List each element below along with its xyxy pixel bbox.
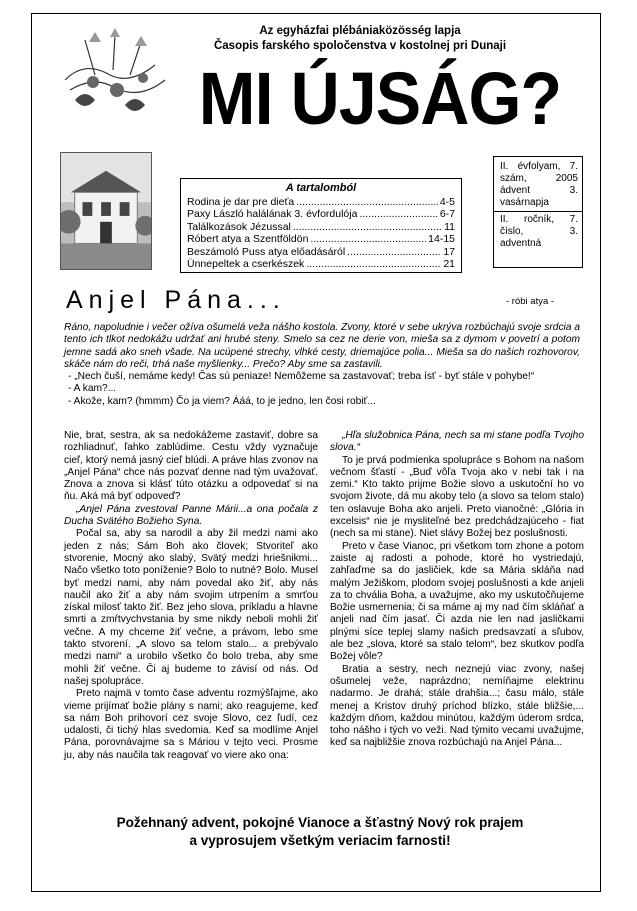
toc-entry[interactable]: [187, 196, 455, 209]
toc-entry-pages: 6-7: [439, 208, 455, 220]
publication-subtitle: [150, 24, 570, 54]
toc-entry-title: Rodina je dar pre dieťa: [187, 195, 295, 208]
subtitle-hungarian: Az egyházfai plébániaközösség lapja: [259, 25, 461, 37]
article-byline: - róbi atya -: [506, 296, 555, 307]
issue-info-divider: [494, 211, 582, 212]
toc-entry-title: Találkozások Jézussal: [187, 220, 291, 233]
toc-entry[interactable]: [187, 258, 455, 271]
closing-greeting-line: a vyprosujem všetkým veriacim farnosti!: [189, 833, 451, 848]
article-paragraph: „Hľa služobnica Pána, nech sa mi stane podľa Tvojho slova.“: [330, 430, 584, 454]
toc-leader-dots: [310, 233, 426, 246]
article-intro: Ráno, napoludnie i večer ožíva ošumelá veža nášho kostola. Zvony, ktoré v sebe ukrýva rozbúchajú svoje srdcia a tento ich tlkot nedokážu udržať ani hrubé steny. Smelo sa cez ne derie von, mieša sa z dymom v povetrí a potom jemne sadá ako sneh všade. Na ucúpené strechy, vlhké cesty, driemajúce polia... Mieša sa do našich rozhovorov, skáče nám do reči, trhá naše myšlienky... Prečo? Aby sme sa zastavili.: [64, 322, 580, 370]
toc-entry[interactable]: [187, 246, 455, 259]
article-title: Anjel Pána...: [66, 286, 286, 314]
toc-entry[interactable]: [187, 233, 455, 246]
closing-greeting: [64, 814, 576, 850]
dialog-line: - „Nech čuší, nemáme kedy! Čas sú peniaze! Nemôžeme sa zastavovať; treba ísť - byť stále v pohybe!“: [68, 371, 535, 383]
toc-leader-dots: [347, 246, 441, 259]
closing-greeting-line: Požehnaný advent, pokojné Vianoce a šťastný Nový rok prajem: [116, 815, 524, 830]
issue-info-slovak: II. ročník, 7. číslo, 3. adventná: [500, 214, 578, 249]
toc-leader-dots: [293, 221, 442, 234]
article-paragraph: „Anjel Pána zvestoval Panne Márii...a ona počala z Ducha Svätého Božieho Syna.: [64, 503, 318, 528]
subtitle-slovak: Časopis farského spoločenstva v kostolnej pri Dunaji: [213, 40, 507, 52]
toc-entry[interactable]: [187, 221, 455, 234]
toc-entry-title: Ünnepeltek a cserkészek: [187, 258, 305, 270]
article-paragraph: Preto v čase Vianoc, pri všetkom tom zhone a potom zaiste aj radosti a pohode, ktoré ho vystriedajú, zahľaďme sa do jasličiek, kde sa Mária skláňa nad malým Ježiškom, plodom svojej poslušnosti a kde anjeli za to chvália Boha, a uvažujme, ako my uskutočňujeme Božie usmernenia; či sa máme aj my nad čím skláňať a anjeli nad čím jasať. Či azda nie len nad jasličkami plnými síce teplej slamy našich predsavzatí a sľubov, ale bez „slova, ktoré sa stalo telom“, bez skutkov podľa Božej vôle?: [330, 540, 584, 663]
toc-entry-pages: 4-5: [439, 195, 455, 208]
toc-entry-pages: 21: [443, 258, 455, 270]
issue-info-box: [493, 156, 583, 268]
article-paragraph: Bratia a sestry, nech neznejú viac zvony, našej ošumelej veže, naprázdno; nemíňajme elektrinu nadarmo. Je drahá; stále drahšia...; času málo, stále menej a Kristov druhý príchod blízko, stále bližšie,... každým dňom, každou minútou, každým úderom srdca, toho nášho i tých vo veži. Nad týmito vecami uvažujme, keď sa najbližšie znova rozbúchajú na Anjel Pána...: [330, 663, 584, 749]
dialog-line: - A kam?...: [68, 383, 117, 395]
article-column-left: [64, 430, 318, 762]
toc-entry-pages: 14-15: [428, 233, 455, 245]
article-lead: [64, 322, 580, 408]
toc-leader-dots: [296, 196, 438, 209]
toc-entry-pages: 11: [444, 220, 455, 233]
article-paragraph: Preto najmä v tomto čase adventu rozmýšľajme, ako vieme prijímať božie plány s nami; ako reagujeme, keď sa nám Boh prihovorí cez svoje Slovo, cez ľudí, cez udalosti, či tichý hlas svedomia. Keď sa modlíme Anjel Pána, porovnávajme sa s Máriou v tejto veci. Prosme ju, aby nás naučila tak reagovať vo viere ako ona:: [64, 688, 318, 761]
toc-entry-title: Róbert atya a Szentföldön: [187, 233, 309, 245]
article-paragraph: To je prvá podmienka spolupráce s Bohom na našom večnom šťastí - „Buď vôľa Tvoja ako v nebi tak i na zemi.“ Kto takto prijme Božie slovo a uskutoční ho vo svojom živote, dá mu akoby telo (a slovo sa telom stalo) ten oslavuje Boha ako anjeli. Preto vianočné: „Glória in excelsis“ nie je mysliteľné bez predchádzajúceho - fiat (nech sa mi stane). Niet slávy Božej bez poslušnosti.: [330, 454, 584, 540]
issue-info-hungarian: II. évfolyam, 7. szám, 2005 ádvent 3. vasárnapja: [500, 161, 578, 208]
dialog-line: - Akože, kam? (hmmm) Čo ja viem? Ááá, to je jedno, len čosi robiť...: [68, 395, 376, 407]
toc-heading: A tartalomból: [285, 182, 357, 194]
masthead-title: MI ÚJSÁG?: [198, 57, 562, 140]
article-paragraph: Počal sa, aby sa narodil a aby žil medzi nami ako jeden z nás; Sám Boh ako človek; Stvoriteľ ako stvorenie, Mocný ako slabý, Svätý medzi hriešnikmi... Načo všetko toto poníženie? Bolo to nutné? Bolo. Musel byť medzi nami, aby nám povedal ako žiť, aby nás naučil ako žiť a aby nám svojim utrpením a smrťou získal milosť takto žiť. Bez jeho slova, príkladu a hlavne smrti a zmŕtvychvstania by sme nikdy neboli mohli žiť večne. A my chceme žiť večne, a právom, lebo sme takto stvorení. „A slovo sa telom stalo... a prebývalo medzi nami“ a urobilo všetko čo bolo treba, aby sme mohli žiť večne. Či aj budeme to závisí od nás. Od našej spolupráce.: [64, 528, 318, 687]
church-photo: [60, 152, 152, 270]
toc-entry[interactable]: [187, 208, 455, 221]
article-paragraph: Nie, brat, sestra, ak sa nedokážeme zastaviť, dobre sa rozhliadnuť, ľahko zablúdime. Cestu vždy vyznačuje cieľ, ktorý nemá jasný cieľ blúdi. A práve hlas zvonov na „Anjel Pána“ chce nás pozvať denne nad tým uvažovať. Znova a znova si klásť túto otázku a odpovedať si na ňu. Aká má byť odpoveď?: [64, 430, 318, 503]
toc-entry-title: Paxy László halálának 3. évfordulója: [187, 208, 358, 220]
toc-entry-pages: 17: [443, 245, 455, 258]
toc-leader-dots: [359, 208, 437, 221]
table-of-contents: [180, 178, 462, 273]
toc-leader-dots: [306, 258, 441, 271]
article-column-right: [330, 430, 584, 750]
toc-entry-title: Beszámoló Puss atya előadásáról: [187, 245, 346, 258]
